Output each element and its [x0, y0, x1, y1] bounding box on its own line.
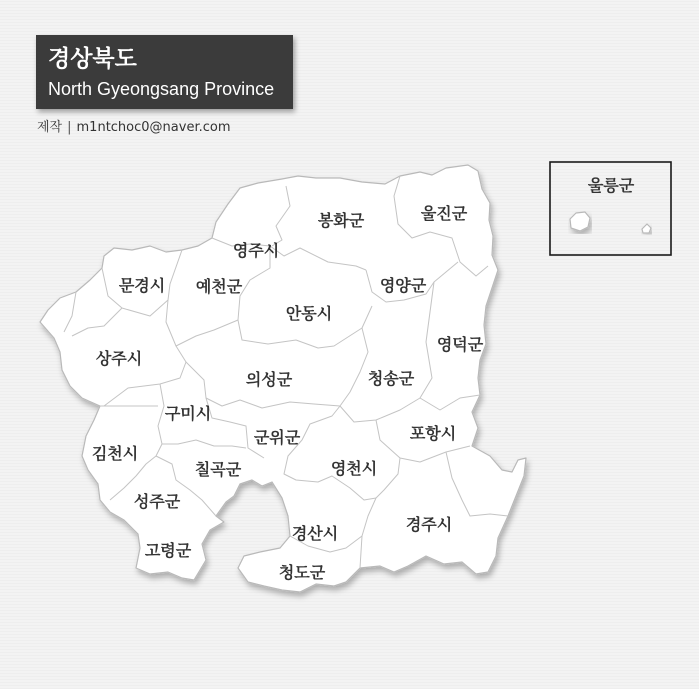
label-yeongdeok: 영덕군 [436, 335, 484, 354]
label-cheongdo: 청도군 [278, 563, 326, 582]
label-yeongyang: 영양군 [379, 276, 427, 295]
label-uiseong: 의성군 [245, 370, 293, 389]
label-gyeongju: 경주시 [405, 515, 453, 534]
label-gumi: 구미시 [164, 404, 212, 423]
ulleung-inset [550, 162, 671, 255]
label-mungyeong: 문경시 [118, 276, 166, 295]
label-yeongju: 영주시 [232, 241, 280, 260]
label-yecheon: 예천군 [195, 277, 243, 296]
label-chilgok: 칠곡군 [194, 460, 242, 479]
dokdo-island [642, 224, 651, 233]
label-gunwi: 군위군 [253, 428, 301, 447]
credit-separator: | [67, 120, 72, 135]
label-pohang: 포항시 [409, 424, 457, 443]
label-gyeongsan: 경산시 [291, 524, 339, 543]
label-andong: 안동시 [285, 304, 333, 323]
label-ulleung: 울릉군 [587, 176, 635, 195]
label-gimcheon: 김천시 [91, 444, 139, 463]
credit-email: m1ntchoc0@naver.com [76, 120, 231, 135]
title-korean: 경상북도 [48, 46, 137, 72]
ulleungdo-island [570, 212, 590, 231]
title-english: North Gyeongsang Province [48, 79, 275, 99]
credit-label: 제작 [37, 120, 63, 135]
label-bonghwa: 봉화군 [317, 211, 365, 230]
label-cheongsong: 청송군 [367, 369, 415, 388]
label-uljin: 울진군 [420, 204, 468, 223]
label-seongju: 성주군 [133, 492, 181, 511]
label-yeongcheon: 영천시 [330, 459, 378, 478]
label-sangju: 상주시 [95, 349, 143, 368]
label-goryeong: 고령군 [144, 541, 192, 560]
